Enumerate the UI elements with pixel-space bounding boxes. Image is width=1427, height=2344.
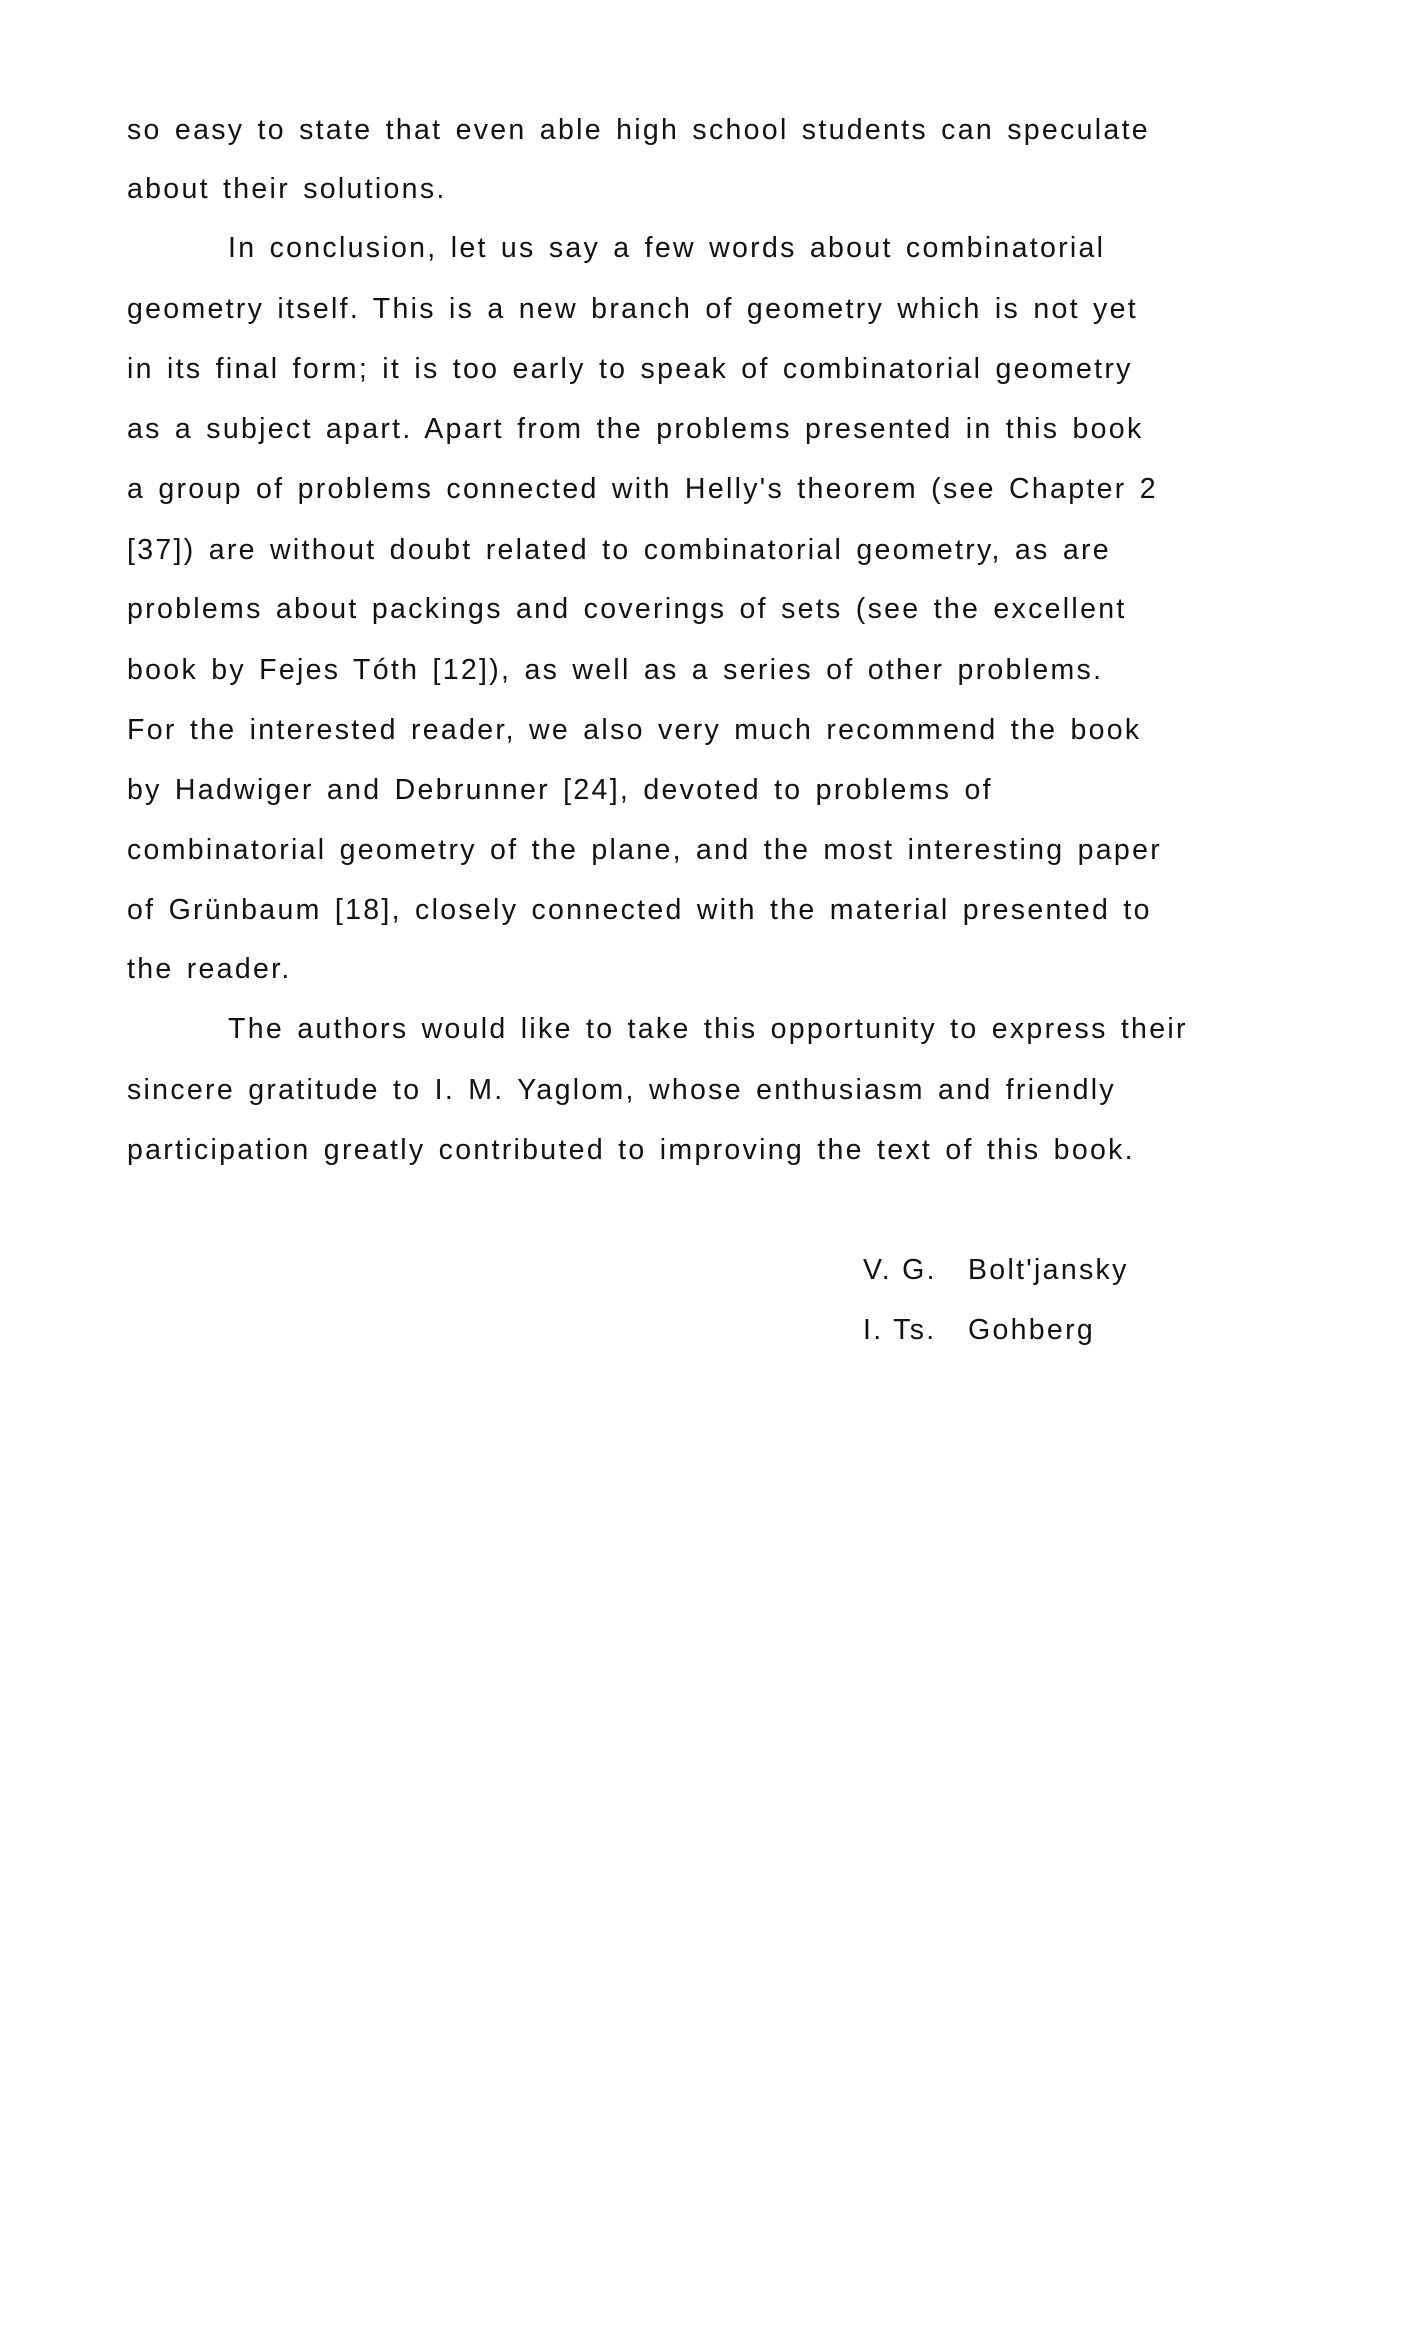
text-line: participation greatly contributed to improving the text of this book. bbox=[127, 1134, 1135, 1166]
text-line: For the interested reader, we also very much recommend the book bbox=[127, 714, 1142, 746]
text-line: geometry itself. This is a new branch of geometry which is not yet bbox=[127, 293, 1138, 325]
signature-surname: Bolt'jansky bbox=[968, 1254, 1129, 1286]
signature-surname: Gohberg bbox=[968, 1314, 1096, 1346]
text-line: by Hadwiger and Debrunner [24], devoted to problems of bbox=[127, 774, 993, 806]
text-line: book by Fejes Tóth [12]), as well as a series of other problems. bbox=[127, 654, 1104, 686]
text-line: In conclusion, let us say a few words about combinatorial bbox=[228, 232, 1106, 264]
text-line: in its final form; it is too early to speak of combinatorial geometry bbox=[127, 353, 1133, 385]
text-line: about their solutions. bbox=[127, 173, 447, 205]
text-line: sincere gratitude to I. M. Yaglom, whose enthusiasm and friendly bbox=[127, 1074, 1116, 1106]
text-line: so easy to state that even able high school students can speculate bbox=[127, 114, 1150, 146]
text-line: The authors would like to take this opportunity to express their bbox=[228, 1013, 1188, 1045]
text-line: problems about packings and coverings of sets (see the excellent bbox=[127, 593, 1127, 625]
text-line: of Grünbaum [18], closely connected with the material presented to bbox=[127, 894, 1152, 926]
text-line: as a subject apart. Apart from the problems presented in this book bbox=[127, 413, 1144, 445]
text-line: the reader. bbox=[127, 953, 292, 985]
text-line: a group of problems connected with Helly's theorem (see Chapter 2 bbox=[127, 473, 1158, 505]
signature-initials: V. G. bbox=[863, 1254, 937, 1286]
text-line: [37]) are without doubt related to combinatorial geometry, as are bbox=[127, 534, 1111, 566]
signature-initials: I. Ts. bbox=[863, 1314, 937, 1346]
text-line: combinatorial geometry of the plane, and the most interesting paper bbox=[127, 834, 1163, 866]
